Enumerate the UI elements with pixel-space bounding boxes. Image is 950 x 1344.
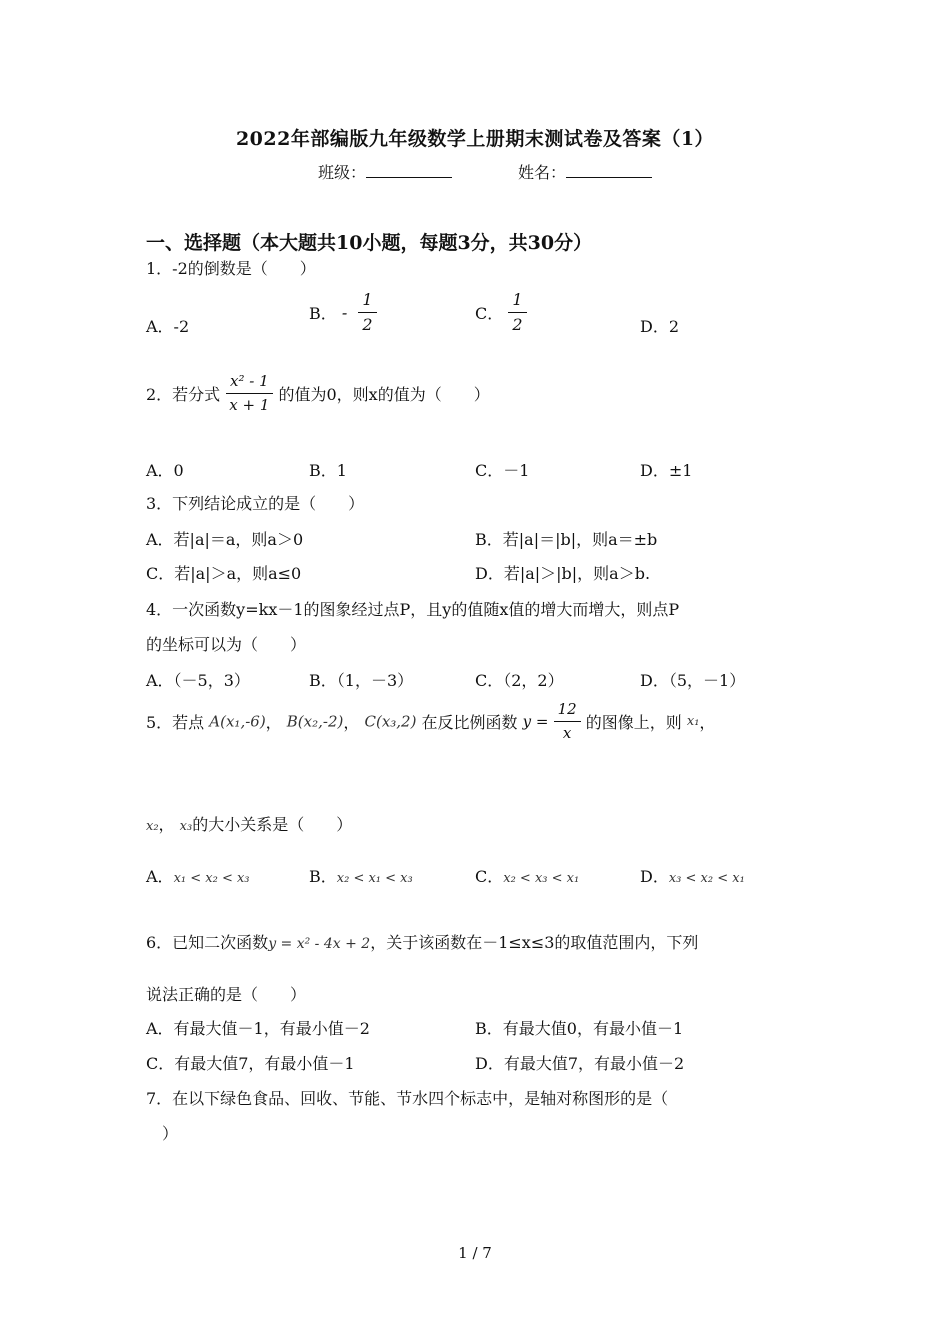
q6-option-d: D．有最大值7，有最小值－2 — [475, 1054, 685, 1073]
q5-d-label: D． — [640, 867, 669, 886]
class-field — [318, 160, 452, 183]
q6-prefix: 6．已知二次函数 — [146, 933, 269, 952]
q5-option-c — [475, 864, 579, 887]
q2-option-d: D．±1 — [640, 461, 693, 480]
q4-option-d: D．（5，－1） — [640, 671, 746, 690]
q6-option-c: C．有最大值7，有最小值－1 — [146, 1054, 355, 1073]
q2-numerator: x² - 1 — [226, 374, 273, 394]
q6-suffix: ，关于该函数在－1≤x≤3的取值范围内，下列 — [370, 933, 699, 952]
q1-option-a: A．-2 — [146, 317, 190, 336]
page-number: 1 / 7 — [458, 1244, 492, 1262]
question-3-stem: 3．下列结论成立的是（ ） — [146, 494, 365, 513]
q1-c-numerator: 1 — [508, 292, 526, 313]
q5-option-a — [146, 864, 250, 887]
q6-function: y = x² - 4x + 2 — [268, 936, 371, 952]
q5-line2-x2: x₂ — [146, 819, 159, 834]
q4-option-a: A．（－5，3） — [146, 671, 250, 690]
q1-b-label: B． — [309, 304, 337, 323]
question-5-line1: 5．若点 A(x₁,-6)， B(x₂,-2)， C(x₃,2) 在反比例函数 y = $\frac{12}{x}$ 的图像上，则 x₁， — [146, 700, 716, 742]
question-7-line2: ） — [162, 1124, 179, 1143]
q5-y-eq: y = — [522, 712, 549, 731]
question-4-line2: 的坐标可以为（ ） — [146, 635, 307, 654]
q5-point-b: B(x₂,-2) — [286, 712, 344, 731]
q4-option-b: B．（1，－3） — [309, 671, 414, 690]
q4-option-c: C．（2，2） — [475, 671, 564, 690]
q2-suffix: 的值为0，则x的值为（ ） — [278, 385, 490, 404]
q6-option-b: B．有最大值0，有最小值－1 — [475, 1019, 684, 1038]
q5-option-d — [640, 864, 745, 887]
q2-denominator: x + 1 — [229, 396, 270, 414]
q5-a-label: A． — [146, 867, 174, 886]
q5-prefix: 5．若点 — [146, 713, 205, 732]
q5-b-label: B． — [309, 867, 337, 886]
q5-denominator: x — [562, 724, 572, 742]
q5-d-expr: x₃ < x₂ < x₁ — [668, 871, 745, 886]
q6-option-a: A．有最大值－1，有最小值－2 — [146, 1019, 370, 1038]
q5-line2-suffix: 的大小关系是（ ） — [192, 815, 353, 834]
q5-point-a: A(x₁,-6) — [209, 712, 266, 731]
q5-a-expr: x₁ < x₂ < x₃ — [173, 871, 250, 886]
q5-point-c: C(x₃,2) — [364, 712, 417, 731]
q1-b-sign: - — [341, 303, 348, 322]
q5-c-label: C． — [475, 867, 504, 886]
q2-prefix: 2．若分式 — [146, 385, 221, 404]
q5-b-expr: x₂ < x₁ < x₃ — [336, 871, 413, 886]
q5-fraction — [554, 702, 581, 741]
q1-b-denominator: 2 — [362, 315, 373, 334]
q5-numerator: 12 — [554, 702, 581, 722]
q5-suffix: 的图像上，则 — [585, 713, 682, 732]
q5-option-b — [309, 864, 413, 887]
class-label: 班级： — [318, 163, 367, 182]
question-6-line1 — [146, 930, 698, 953]
question-6-line2: 说法正确的是（ ） — [146, 985, 307, 1004]
q5-c-expr: x₂ < x₃ < x₁ — [503, 871, 580, 886]
q3-option-c: C．若|a|＞a，则a≤0 — [146, 564, 302, 583]
q2-fraction — [225, 374, 273, 413]
question-2-stem — [146, 374, 490, 413]
class-blank[interactable] — [366, 163, 452, 178]
question-5-line2: x₂， x₃的大小关系是（ ） — [146, 815, 353, 834]
question-4-line1: 4．一次函数y=kx－1的图象经过点P，且y的值随x值的增大而增大，则点P — [146, 600, 680, 619]
name-blank[interactable] — [566, 163, 652, 178]
q1-option-b — [309, 292, 377, 333]
q3-option-a: A．若|a|＝a，则a＞0 — [146, 530, 304, 549]
q1-option-d: D．2 — [640, 317, 680, 336]
q1-c-label: C． — [475, 304, 504, 323]
name-label: 姓名： — [518, 163, 567, 182]
q2-option-c: C．－1 — [475, 461, 530, 480]
q3-option-d: D．若|a|＞|b|，则a＞b. — [475, 564, 651, 583]
q5-mid: 在反比例函数 — [421, 713, 518, 732]
question-7-line1: 7．在以下绿色食品、回收、节能、节水四个标志中，是轴对称图形的是（ — [146, 1089, 669, 1108]
q2-option-a: A．0 — [146, 461, 184, 480]
q3-option-b: B．若|a|＝|b|，则a＝±b — [475, 530, 658, 549]
question-1-stem: 1．-2的倒数是（ ） — [146, 259, 316, 278]
q2-option-b: B．1 — [309, 461, 347, 480]
q5-x1: x₁ — [686, 714, 700, 729]
q1-option-c — [475, 292, 527, 333]
name-field — [518, 160, 652, 183]
q1-c-denominator: 2 — [512, 315, 523, 334]
page-title: 2022年部编版九年级数学上册期末测试卷及答案（1） — [235, 128, 715, 150]
q5-line2-x3: x₃ — [179, 819, 193, 834]
section-heading: 一、选择题（本大题共10小题，每题3分，共30分） — [146, 232, 593, 254]
q1-c-fraction — [508, 292, 526, 333]
q1-b-fraction — [358, 292, 376, 333]
q1-b-numerator: 1 — [358, 292, 376, 313]
